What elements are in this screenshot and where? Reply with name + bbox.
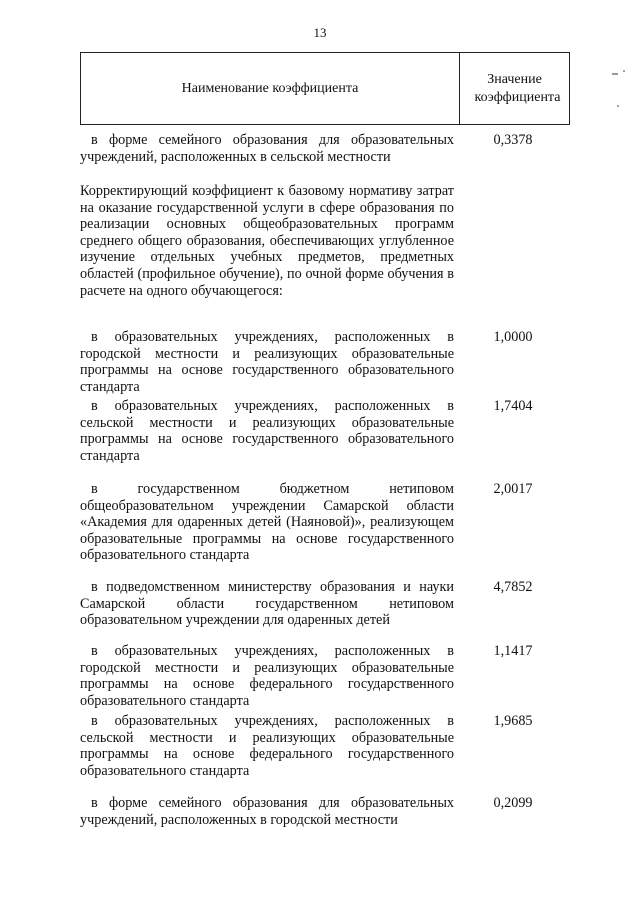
scan-artifact-marks <box>610 64 630 114</box>
row-value: 4,7852 <box>493 579 533 595</box>
header-coefficient-value <box>460 53 569 124</box>
table-row <box>80 795 570 828</box>
row-description: в государственном бюджетном нетиповом общеобразовательном учреждении Самарской области «Академия для одаренных детей (Наяновой)», реализующем образовательные программы на основе государственного образовательного стандарта <box>80 481 454 564</box>
row-value: 1,1417 <box>493 643 533 659</box>
header-coefficient-value-label: Значение коэффициента <box>474 71 561 105</box>
table-row <box>80 643 570 709</box>
table-row <box>80 183 570 299</box>
row-value: 1,0000 <box>493 329 533 345</box>
row-value <box>454 183 570 299</box>
header-coefficient-name: Наименование коэффициента <box>81 53 460 124</box>
row-value: 0,3378 <box>493 132 533 148</box>
row-description: Корректирующий коэффициент к базовому нормативу затрат на оказание государственной услуги в сфере образования по реализации основных общеобразовательных программ среднего общего образования, обеспечивающих углубленное изучение отдельных учебных предметов, предметных областей (профильное обучение), по очной форме обучения в расчете на одного обучающегося: <box>80 183 454 299</box>
row-description: в образовательных учреждениях, расположенных в сельской местности и реализующих образовательные программы на основе федерального государственного образовательного стандарта <box>80 713 454 779</box>
table-row <box>80 398 570 464</box>
table-row <box>80 329 570 395</box>
table-row <box>80 481 570 564</box>
table-row <box>80 132 570 165</box>
row-value: 0,2099 <box>493 795 533 811</box>
row-description: в образовательных учреждениях, расположенных в городской местности и реализующих образовательные программы на основе федерального государственного образовательного стандарта <box>80 643 454 709</box>
page-number: 13 <box>313 25 327 40</box>
table-row <box>80 713 570 779</box>
row-value: 1,7404 <box>493 398 533 414</box>
row-value: 2,0017 <box>493 481 533 497</box>
row-value: 1,9685 <box>493 713 533 729</box>
row-description: в форме семейного образования для образовательных учреждений, расположенных в сельской местности <box>80 132 454 165</box>
row-description: в подведомственном министерству образования и науки Самарской области государственном нетиповом образовательном учреждении для одаренных детей <box>80 579 454 629</box>
row-description: в образовательных учреждениях, расположенных в сельской местности и реализующих образовательные программы на основе государственного образовательного стандарта <box>80 398 454 464</box>
row-description: в форме семейного образования для образовательных учреждений, расположенных в городской местности <box>80 795 454 828</box>
table-header <box>80 52 570 125</box>
table-row <box>80 579 570 629</box>
row-description: в образовательных учреждениях, расположенных в городской местности и реализующих образовательные программы на основе государственного образовательного стандарта <box>80 329 454 395</box>
